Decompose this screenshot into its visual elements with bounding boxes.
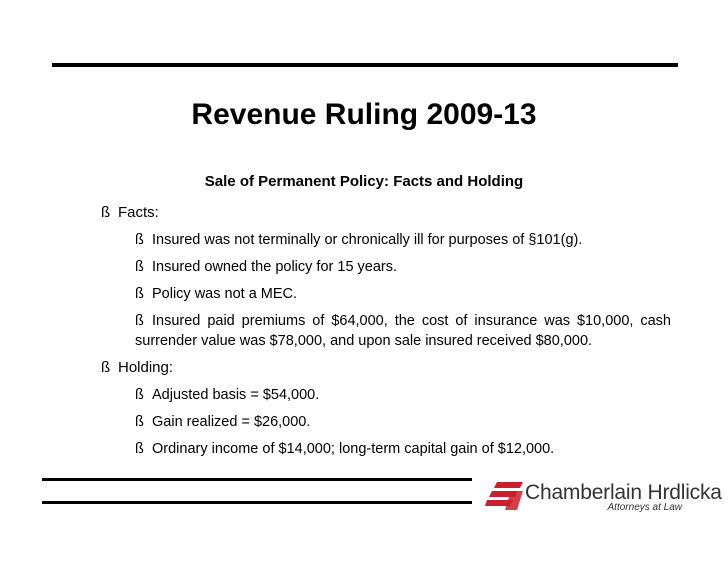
bottom-divider-2 — [42, 501, 472, 504]
list-item — [101, 230, 671, 250]
section-label: Holding: — [118, 359, 174, 376]
list-item — [101, 284, 671, 304]
logo-firm-name: Chamberlain Hrdlicka — [525, 481, 722, 504]
list-item — [101, 439, 671, 459]
bullet-marker: ß — [135, 259, 144, 275]
section-facts — [101, 203, 671, 223]
list-item-text: Insured owned the policy for 15 years. — [152, 259, 398, 275]
bullet-marker: ß — [135, 441, 144, 457]
slide-content — [101, 203, 671, 466]
bullet-marker: ß — [101, 359, 111, 376]
top-divider — [52, 63, 678, 67]
list-item-text: Adjusted basis = $54,000. — [152, 387, 320, 403]
bullet-marker: ß — [135, 313, 144, 329]
chamberlain-hrdlicka-logo-mark-icon — [485, 478, 525, 514]
firm-logo — [485, 478, 722, 514]
list-item-text: Policy was not a MEC. — [152, 286, 298, 302]
list-item-text: Gain realized = $26,000. — [152, 414, 311, 430]
bullet-marker: ß — [135, 232, 144, 248]
bottom-divider-1 — [42, 478, 472, 481]
slide-title: Revenue Ruling 2009-13 — [191, 98, 537, 131]
bullet-marker: ß — [135, 414, 144, 430]
list-item — [101, 257, 671, 277]
slide-subtitle: Sale of Permanent Policy: Facts and Holding — [204, 173, 524, 190]
bullet-marker: ß — [135, 387, 144, 403]
bullet-marker: ß — [135, 286, 144, 302]
list-item-text: Ordinary income of $14,000; long-term capital gain of $12,000. — [152, 441, 555, 457]
list-item — [101, 412, 671, 432]
bullet-marker: ß — [101, 204, 111, 221]
list-item — [101, 385, 671, 405]
section-holding — [101, 358, 671, 378]
section-label: Facts: — [118, 204, 159, 221]
logo-tagline: Attorneys at Law — [607, 502, 682, 513]
list-item — [101, 311, 671, 351]
list-item-text: Insured paid premiums of $64,000, the cost of insurance was $10,000, cash surrender value was $78,000, and upon sale insured received $80,000. — [135, 313, 671, 349]
list-item-text: Insured was not terminally or chronically ill for purposes of §101(g). — [152, 232, 583, 248]
